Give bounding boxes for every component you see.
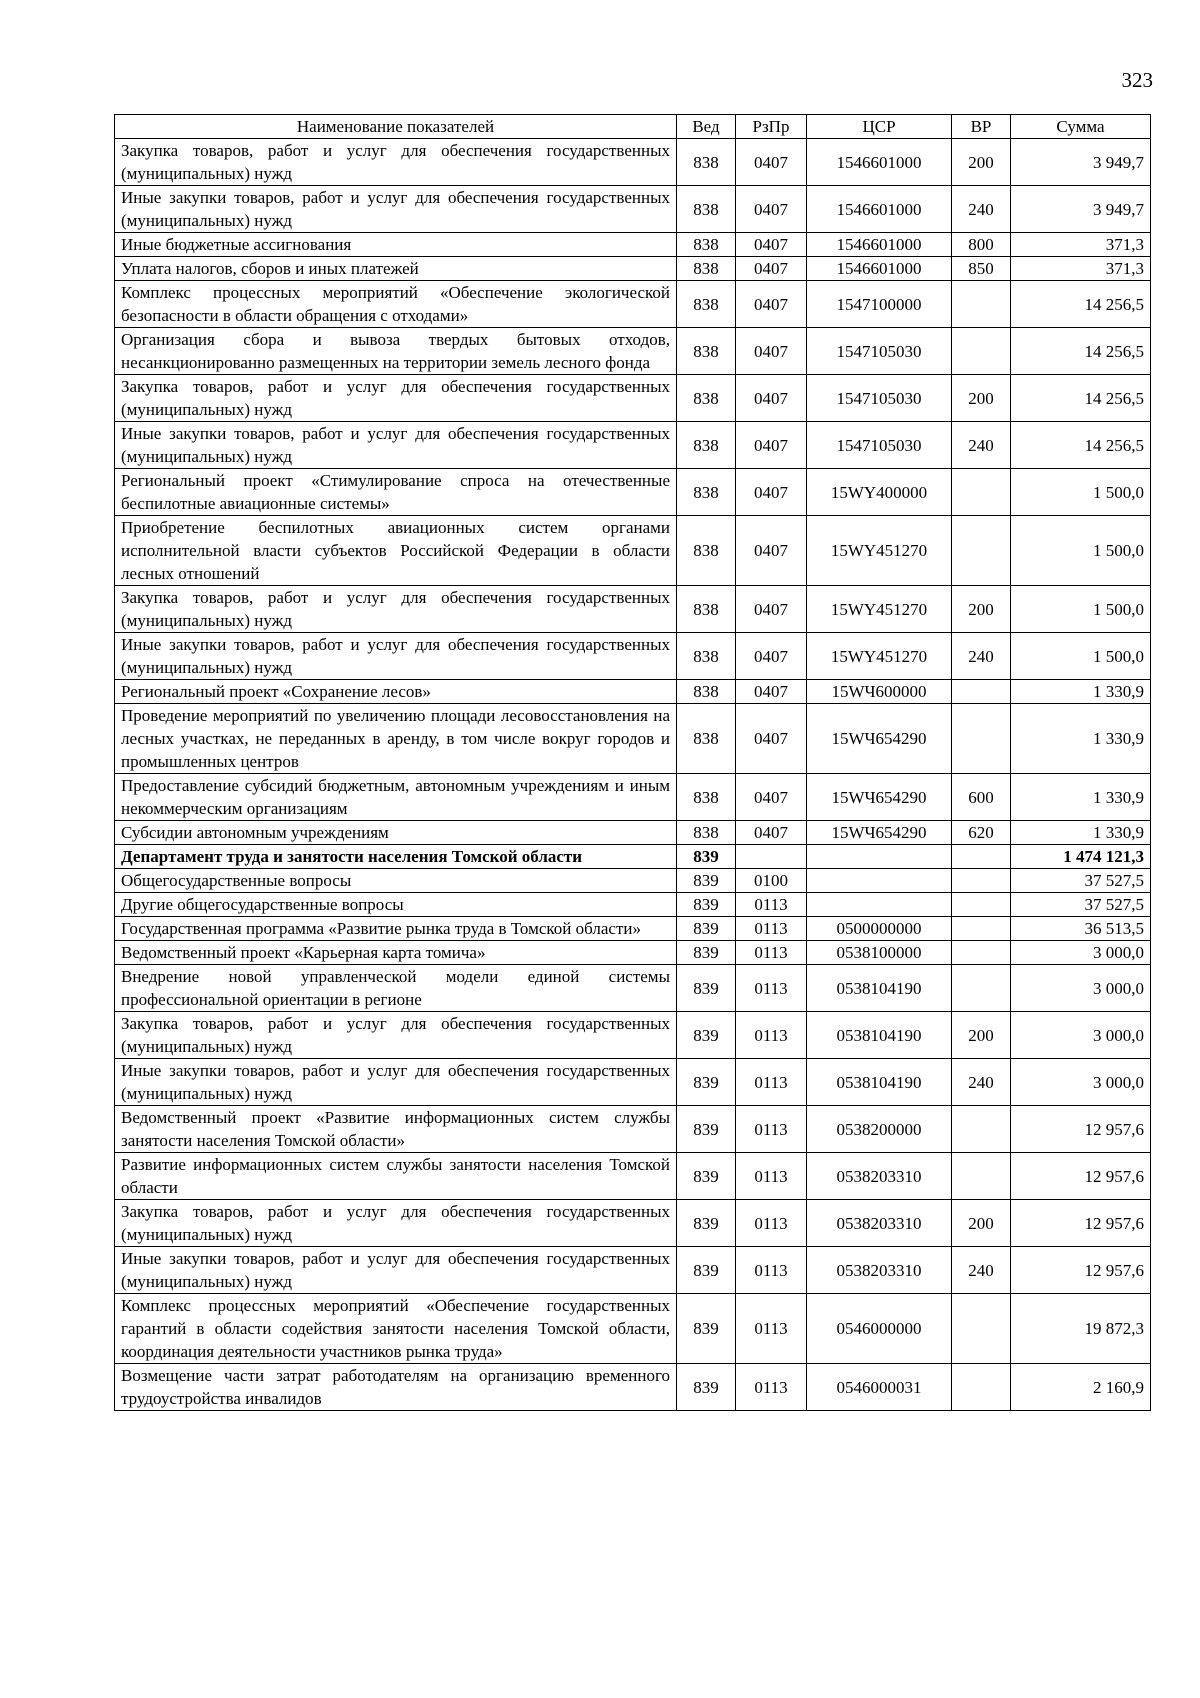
cell-name: Ведомственный проект «Развитие информационных систем службы занятости населения Томской области» [115, 1106, 677, 1153]
cell-name: Закупка товаров, работ и услуг для обеспечения государственных (муниципальных) нужд [115, 1200, 677, 1247]
cell-name: Закупка товаров, работ и услуг для обеспечения государственных (муниципальных) нужд [115, 139, 677, 186]
cell-rzpr: 0113 [736, 1294, 807, 1364]
cell-sum: 36 513,5 [1011, 917, 1151, 941]
table-row [115, 186, 1151, 233]
cell-name: Иные закупки товаров, работ и услуг для обеспечения государственных (муниципальных) нужд [115, 186, 677, 233]
table-row [115, 869, 1151, 893]
cell-rzpr: 0113 [736, 1106, 807, 1153]
cell-rzpr: 0113 [736, 1247, 807, 1294]
table-row [115, 633, 1151, 680]
table-row [115, 941, 1151, 965]
cell-rzpr: 0407 [736, 469, 807, 516]
cell-vr: 240 [952, 186, 1011, 233]
cell-vr [952, 1294, 1011, 1364]
cell-sum: 37 527,5 [1011, 893, 1151, 917]
cell-rzpr: 0100 [736, 869, 807, 893]
cell-name: Закупка товаров, работ и услуг для обеспечения государственных (муниципальных) нужд [115, 375, 677, 422]
cell-vr [952, 869, 1011, 893]
cell-vr: 240 [952, 1247, 1011, 1294]
table-row [115, 965, 1151, 1012]
cell-rzpr: 0407 [736, 375, 807, 422]
cell-sum: 1 474 121,3 [1011, 845, 1151, 869]
cell-rzpr: 0407 [736, 233, 807, 257]
cell-name: Комплекс процессных мероприятий «Обеспечение государственных гарантий в области содействия занятости населения Томской области, координация деятельности участников рынка труда» [115, 1294, 677, 1364]
cell-sum: 371,3 [1011, 257, 1151, 281]
table-row [115, 422, 1151, 469]
cell-rzpr: 0407 [736, 821, 807, 845]
cell-ved: 839 [677, 869, 736, 893]
cell-sum: 1 330,9 [1011, 774, 1151, 821]
cell-csr: 15WЧ654290 [807, 821, 952, 845]
table-row [115, 893, 1151, 917]
cell-sum: 3 000,0 [1011, 1059, 1151, 1106]
cell-name: Развитие информационных систем службы занятости населения Томской области [115, 1153, 677, 1200]
cell-ved: 839 [677, 941, 736, 965]
cell-csr: 0538100000 [807, 941, 952, 965]
cell-ved: 838 [677, 186, 736, 233]
cell-ved: 838 [677, 680, 736, 704]
cell-vr: 620 [952, 821, 1011, 845]
cell-vr: 600 [952, 774, 1011, 821]
cell-sum: 19 872,3 [1011, 1294, 1151, 1364]
table-row [115, 1106, 1151, 1153]
cell-rzpr: 0113 [736, 893, 807, 917]
cell-ved: 838 [677, 704, 736, 774]
cell-sum: 3 000,0 [1011, 965, 1151, 1012]
cell-rzpr: 0113 [736, 1059, 807, 1106]
cell-rzpr: 0113 [736, 917, 807, 941]
table-row [115, 1059, 1151, 1106]
cell-sum: 37 527,5 [1011, 869, 1151, 893]
cell-csr: 1546601000 [807, 186, 952, 233]
cell-rzpr: 0407 [736, 139, 807, 186]
cell-rzpr: 0407 [736, 774, 807, 821]
cell-csr: 0538104190 [807, 1059, 952, 1106]
table-header-row [115, 115, 1151, 139]
cell-vr [952, 1364, 1011, 1411]
cell-vr: 200 [952, 1200, 1011, 1247]
cell-rzpr: 0407 [736, 586, 807, 633]
cell-vr [952, 469, 1011, 516]
cell-csr: 1546601000 [807, 257, 952, 281]
cell-vr [952, 941, 1011, 965]
table-row [115, 328, 1151, 375]
cell-sum: 1 330,9 [1011, 821, 1151, 845]
cell-vr [952, 281, 1011, 328]
cell-ved: 839 [677, 1364, 736, 1411]
cell-csr [807, 893, 952, 917]
cell-vr: 200 [952, 586, 1011, 633]
cell-csr [807, 845, 952, 869]
cell-name: Общегосударственные вопросы [115, 869, 677, 893]
cell-ved: 838 [677, 328, 736, 375]
cell-name: Иные закупки товаров, работ и услуг для обеспечения государственных (муниципальных) нужд [115, 1059, 677, 1106]
cell-name: Возмещение части затрат работодателям на организацию временного трудоустройства инвалидов [115, 1364, 677, 1411]
table-row [115, 704, 1151, 774]
cell-name: Проведение мероприятий по увеличению площади лесовосстановления на лесных участках, не переданных в аренду, в том числе вокруг городов и промышленных центров [115, 704, 677, 774]
cell-sum: 12 957,6 [1011, 1200, 1151, 1247]
cell-csr: 15WY400000 [807, 469, 952, 516]
cell-ved: 838 [677, 422, 736, 469]
table-body [115, 139, 1151, 1411]
table-row [115, 1247, 1151, 1294]
cell-sum: 14 256,5 [1011, 281, 1151, 328]
cell-vr [952, 965, 1011, 1012]
cell-name: Внедрение новой управленческой модели единой системы профессиональной ориентации в регионе [115, 965, 677, 1012]
cell-name: Приобретение беспилотных авиационных систем органами исполнительной власти субъектов Российской Федерации в области лесных отношений [115, 516, 677, 586]
cell-csr [807, 869, 952, 893]
cell-ved: 838 [677, 633, 736, 680]
cell-ved: 839 [677, 1106, 736, 1153]
cell-rzpr: 0407 [736, 633, 807, 680]
cell-sum: 12 957,6 [1011, 1153, 1151, 1200]
header-sum: Сумма [1011, 115, 1151, 139]
cell-rzpr: 0113 [736, 1012, 807, 1059]
cell-vr: 240 [952, 1059, 1011, 1106]
cell-sum: 3 949,7 [1011, 139, 1151, 186]
cell-sum: 1 500,0 [1011, 633, 1151, 680]
cell-vr [952, 1153, 1011, 1200]
cell-vr [952, 845, 1011, 869]
table-row [115, 680, 1151, 704]
cell-rzpr: 0407 [736, 257, 807, 281]
cell-ved: 839 [677, 1012, 736, 1059]
cell-vr: 850 [952, 257, 1011, 281]
cell-ved: 839 [677, 893, 736, 917]
cell-csr: 15WY451270 [807, 516, 952, 586]
cell-ved: 839 [677, 845, 736, 869]
cell-sum: 371,3 [1011, 233, 1151, 257]
cell-ved: 838 [677, 586, 736, 633]
cell-sum: 14 256,5 [1011, 422, 1151, 469]
header-ved: Вед [677, 115, 736, 139]
cell-ved: 839 [677, 917, 736, 941]
cell-name: Закупка товаров, работ и услуг для обеспечения государственных (муниципальных) нужд [115, 1012, 677, 1059]
cell-csr: 1547100000 [807, 281, 952, 328]
cell-ved: 838 [677, 257, 736, 281]
cell-rzpr: 0407 [736, 422, 807, 469]
cell-vr [952, 917, 1011, 941]
table-row [115, 469, 1151, 516]
cell-csr: 0538104190 [807, 965, 952, 1012]
cell-ved: 838 [677, 516, 736, 586]
table-row [115, 1364, 1151, 1411]
cell-ved: 839 [677, 1153, 736, 1200]
cell-vr [952, 1106, 1011, 1153]
cell-ved: 839 [677, 1059, 736, 1106]
cell-rzpr: 0407 [736, 704, 807, 774]
cell-csr: 0538200000 [807, 1106, 952, 1153]
header-name: Наименование показателей [115, 115, 677, 139]
table-row [115, 233, 1151, 257]
cell-vr [952, 328, 1011, 375]
cell-vr [952, 516, 1011, 586]
cell-name: Департамент труда и занятости населения Томской области [115, 845, 677, 869]
cell-sum: 12 957,6 [1011, 1106, 1151, 1153]
cell-vr: 240 [952, 422, 1011, 469]
cell-name: Закупка товаров, работ и услуг для обеспечения государственных (муниципальных) нужд [115, 586, 677, 633]
table-row [115, 1294, 1151, 1364]
cell-name: Иные закупки товаров, работ и услуг для обеспечения государственных (муниципальных) нужд [115, 633, 677, 680]
cell-rzpr: 0407 [736, 186, 807, 233]
cell-csr: 0538104190 [807, 1012, 952, 1059]
table-row [115, 1200, 1151, 1247]
cell-sum: 1 500,0 [1011, 586, 1151, 633]
cell-csr: 0538203310 [807, 1200, 952, 1247]
cell-csr: 15WY451270 [807, 586, 952, 633]
table-row [115, 139, 1151, 186]
cell-name: Иные закупки товаров, работ и услуг для обеспечения государственных (муниципальных) нужд [115, 1247, 677, 1294]
cell-name: Государственная программа «Развитие рынка труда в Томской области» [115, 917, 677, 941]
cell-csr: 1546601000 [807, 233, 952, 257]
cell-rzpr: 0407 [736, 281, 807, 328]
cell-csr: 0538203310 [807, 1153, 952, 1200]
cell-ved: 838 [677, 375, 736, 422]
cell-ved: 838 [677, 139, 736, 186]
cell-csr: 0546000000 [807, 1294, 952, 1364]
table-row [115, 516, 1151, 586]
cell-ved: 839 [677, 1247, 736, 1294]
cell-csr: 15WЧ654290 [807, 774, 952, 821]
cell-sum: 14 256,5 [1011, 375, 1151, 422]
cell-name: Субсидии автономным учреждениям [115, 821, 677, 845]
cell-sum: 1 500,0 [1011, 516, 1151, 586]
cell-rzpr: 0113 [736, 1200, 807, 1247]
cell-sum: 1 330,9 [1011, 680, 1151, 704]
table-row [115, 845, 1151, 869]
cell-ved: 838 [677, 774, 736, 821]
cell-ved: 839 [677, 965, 736, 1012]
cell-name: Комплекс процессных мероприятий «Обеспечение экологической безопасности в области обращения с отходами» [115, 281, 677, 328]
cell-sum: 2 160,9 [1011, 1364, 1151, 1411]
table-row [115, 774, 1151, 821]
cell-ved: 838 [677, 821, 736, 845]
cell-ved: 839 [677, 1200, 736, 1247]
table-row [115, 821, 1151, 845]
table-row [115, 917, 1151, 941]
cell-name: Ведомственный проект «Карьерная карта томича» [115, 941, 677, 965]
table-row [115, 586, 1151, 633]
cell-vr: 240 [952, 633, 1011, 680]
cell-vr [952, 893, 1011, 917]
cell-csr: 0538203310 [807, 1247, 952, 1294]
cell-sum: 1 330,9 [1011, 704, 1151, 774]
cell-csr: 15WЧ600000 [807, 680, 952, 704]
cell-rzpr: 0407 [736, 328, 807, 375]
cell-ved: 838 [677, 469, 736, 516]
cell-sum: 3 949,7 [1011, 186, 1151, 233]
cell-sum: 12 957,6 [1011, 1247, 1151, 1294]
cell-csr: 0546000031 [807, 1364, 952, 1411]
cell-sum: 14 256,5 [1011, 328, 1151, 375]
cell-ved: 839 [677, 1294, 736, 1364]
table-row [115, 1153, 1151, 1200]
cell-name: Региональный проект «Сохранение лесов» [115, 680, 677, 704]
header-rzpr: РзПр [736, 115, 807, 139]
cell-name: Региональный проект «Стимулирование спроса на отечественные беспилотные авиационные системы» [115, 469, 677, 516]
cell-name: Уплата налогов, сборов и иных платежей [115, 257, 677, 281]
cell-name: Другие общегосударственные вопросы [115, 893, 677, 917]
cell-rzpr: 0113 [736, 1364, 807, 1411]
cell-rzpr [736, 845, 807, 869]
cell-rzpr: 0407 [736, 680, 807, 704]
cell-csr: 1547105030 [807, 422, 952, 469]
cell-ved: 838 [677, 233, 736, 257]
header-csr: ЦСР [807, 115, 952, 139]
cell-sum: 3 000,0 [1011, 941, 1151, 965]
header-vr: ВР [952, 115, 1011, 139]
cell-vr: 200 [952, 375, 1011, 422]
cell-csr: 15WЧ654290 [807, 704, 952, 774]
cell-csr: 15WY451270 [807, 633, 952, 680]
cell-ved: 838 [677, 281, 736, 328]
cell-vr [952, 704, 1011, 774]
cell-name: Организация сбора и вывоза твердых бытовых отходов, несанкционированно размещенных на территории земель лесного фонда [115, 328, 677, 375]
cell-csr: 1546601000 [807, 139, 952, 186]
cell-name: Иные бюджетные ассигнования [115, 233, 677, 257]
cell-sum: 1 500,0 [1011, 469, 1151, 516]
cell-csr: 1547105030 [807, 328, 952, 375]
cell-csr: 1547105030 [807, 375, 952, 422]
table-row [115, 257, 1151, 281]
cell-rzpr: 0407 [736, 516, 807, 586]
cell-sum: 3 000,0 [1011, 1012, 1151, 1059]
cell-rzpr: 0113 [736, 965, 807, 1012]
cell-rzpr: 0113 [736, 1153, 807, 1200]
cell-name: Предоставление субсидий бюджетным, автономным учреждениям и иным некоммерческим организациям [115, 774, 677, 821]
budget-table [114, 114, 1151, 1411]
cell-csr: 0500000000 [807, 917, 952, 941]
cell-vr: 200 [952, 1012, 1011, 1059]
table-row [115, 375, 1151, 422]
page-number: 323 [1121, 68, 1153, 92]
cell-vr: 200 [952, 139, 1011, 186]
cell-name: Иные закупки товаров, работ и услуг для обеспечения государственных (муниципальных) нужд [115, 422, 677, 469]
table-row [115, 1012, 1151, 1059]
table-row [115, 281, 1151, 328]
cell-vr [952, 680, 1011, 704]
cell-rzpr: 0113 [736, 941, 807, 965]
cell-vr: 800 [952, 233, 1011, 257]
